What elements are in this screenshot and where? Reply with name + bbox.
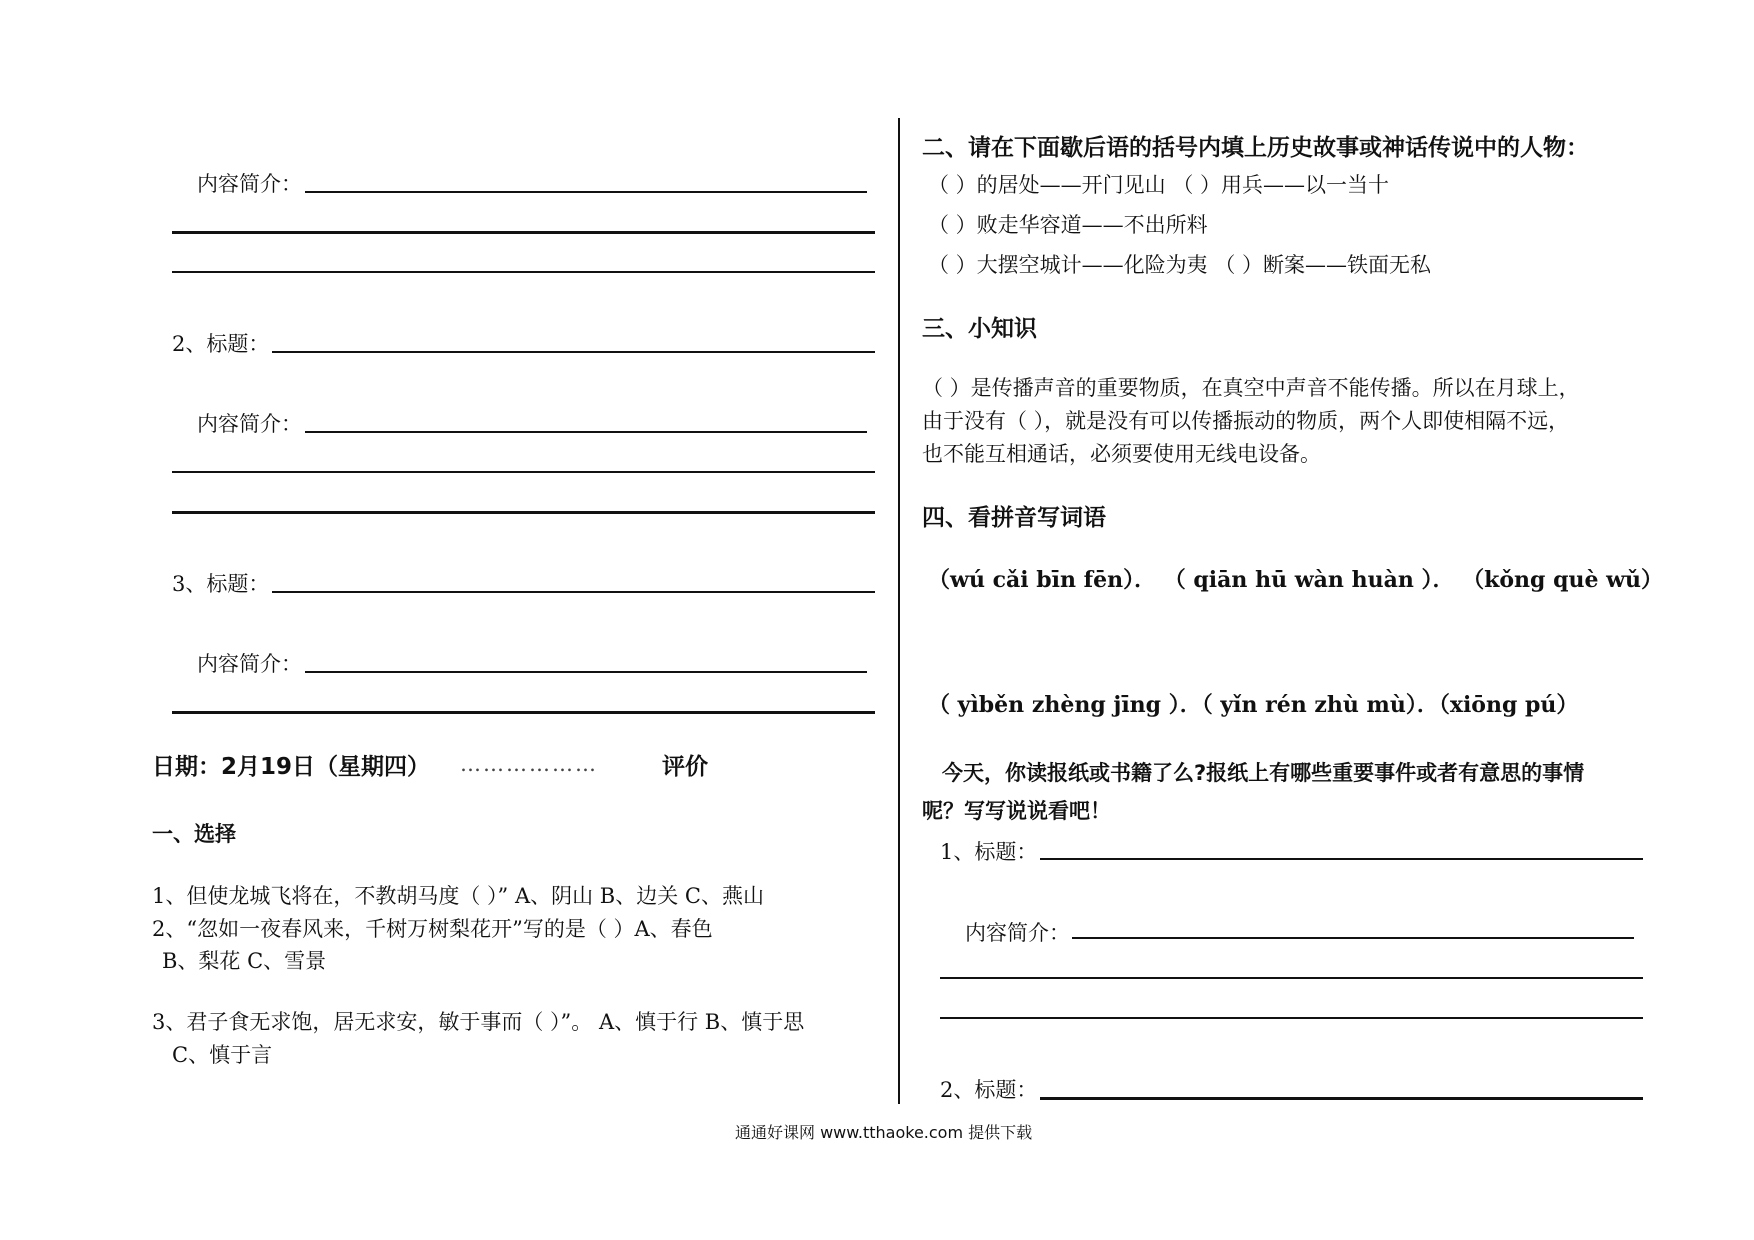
title-line[interactable] [1040, 858, 1643, 860]
answer-line[interactable] [172, 231, 875, 234]
knowledge-text: 由于没有（ ），就是没有可以传播振动的物质，两个人即使相隔不远， [922, 409, 1570, 433]
xiehouyu-line: （ ）大摆空城计——化险为夷 （ ）断案——铁面无私 [928, 253, 1432, 277]
question-2-options: B、梨花 C、雪景 [162, 949, 327, 973]
answer-line[interactable] [940, 977, 1643, 979]
date-dots: ……………… [460, 752, 598, 776]
question-3: 3、君子食无求饱，居无求安，敏于事而（ ）”。 A、慎于行 B、慎于思 [152, 1010, 805, 1034]
title-label: 2、标题： [940, 1078, 1038, 1102]
title-line[interactable] [272, 591, 875, 593]
knowledge-text: 也不能互相通话，必须要使用无线电设备。 [922, 442, 1321, 466]
content-summary-line[interactable] [305, 431, 867, 433]
title-line[interactable] [1040, 1097, 1643, 1100]
title-line[interactable] [272, 351, 875, 353]
answer-line[interactable] [172, 711, 875, 714]
answer-line[interactable] [172, 471, 875, 473]
section-title-knowledge: 三、小知识 [922, 316, 1037, 342]
content-summary-line[interactable] [305, 671, 867, 673]
title-label: 1、标题： [940, 840, 1038, 864]
footer-credit: 通通好课网 www.tthaoke.com 提供下载 [735, 1123, 1033, 1142]
xiehouyu-line: （ ）败走华容道——不出所料 [928, 213, 1208, 237]
answer-line[interactable] [172, 271, 875, 273]
column-divider [898, 118, 900, 1104]
content-summary-label: 内容简介： [197, 412, 302, 436]
content-summary-line[interactable] [305, 191, 867, 193]
section-title-xiehouyu: 二、请在下面歇后语的括号内填上历史故事或神话传说中的人物： [922, 135, 1589, 161]
date-heading: 日期：2月19日（星期四） [152, 754, 431, 780]
xiehouyu-line: （ ）的居处——开门见山 （ ）用兵——以一当十 [928, 173, 1390, 197]
content-summary-label: 内容简介： [965, 921, 1070, 945]
section-title-pinyin: 四、看拼音写词语 [922, 505, 1106, 531]
answer-line[interactable] [940, 1017, 1643, 1019]
content-summary-label: 内容简介： [197, 172, 302, 196]
content-summary-line[interactable] [1072, 937, 1634, 939]
evaluation-label: 评价 [662, 754, 708, 780]
title-label: 3、标题： [172, 572, 270, 596]
section-title-choice: 一、选择 [152, 822, 236, 846]
reading-prompt: 今天，你读报纸或书籍了么?报纸上有哪些重要事件或者有意思的事情 [942, 761, 1585, 785]
content-summary-label: 内容简介： [197, 652, 302, 676]
question-1: 1、但使龙城飞将在，不教胡马度（ ）” A、阴山 B、边关 C、燕山 [152, 884, 764, 908]
reading-prompt: 呢？写写说说看吧！ [922, 799, 1111, 823]
title-label: 2、标题： [172, 332, 270, 356]
question-2: 2、“忽如一夜春风来，千树万树梨花开”写的是（ ）A、春色 [152, 917, 713, 941]
knowledge-text: （ ）是传播声音的重要物质，在真空中声音不能传播。所以在月球上， [922, 376, 1580, 400]
question-3-options: C、慎于言 [172, 1043, 273, 1067]
pinyin-row: （ yìběn zhèng jīng ）．（ yǐn rén zhù mù）．（xiōng pú） [928, 692, 1579, 718]
answer-line[interactable] [172, 511, 875, 514]
pinyin-row: （wú cǎi bīn fēn）． （ qiān hū wàn huàn ）． （kǒng què wǔ） [928, 567, 1664, 593]
